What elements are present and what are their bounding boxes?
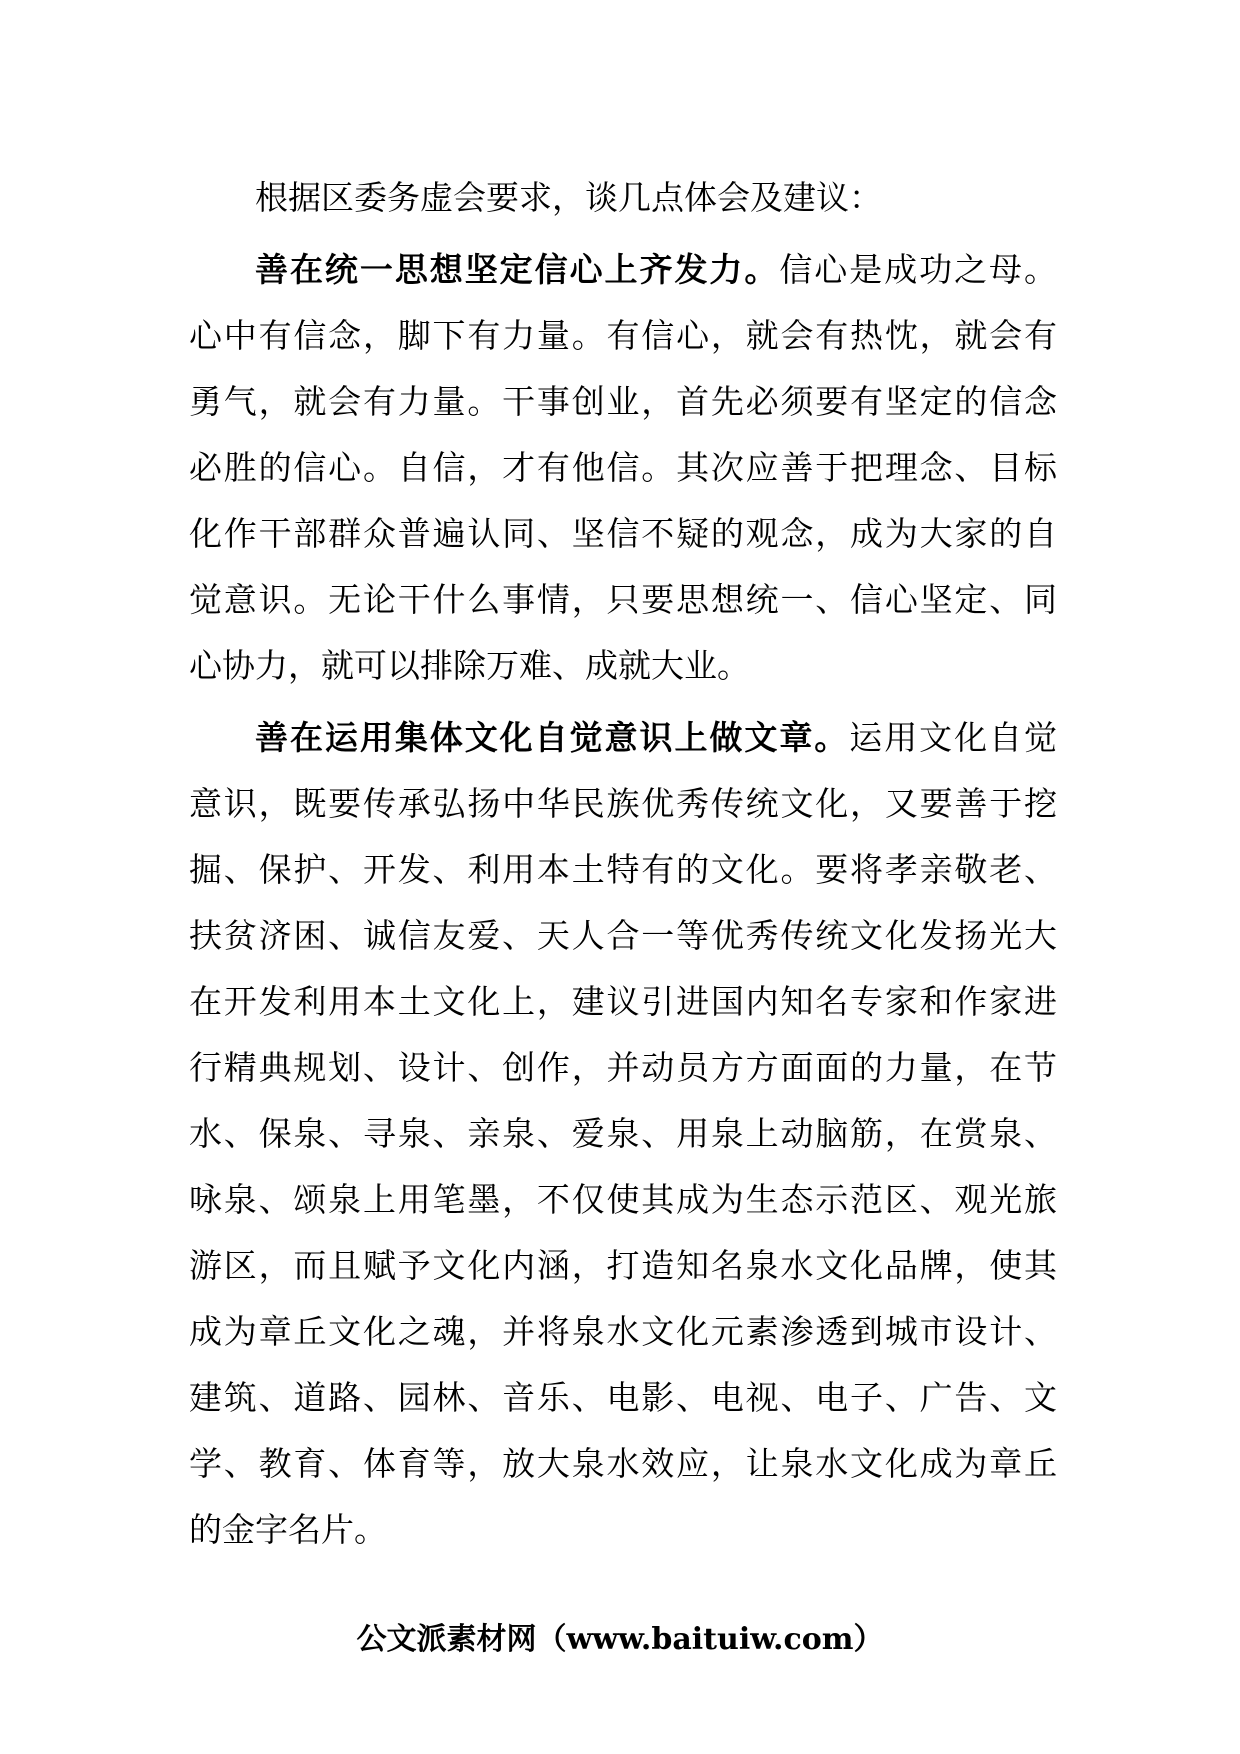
paragraph-2-line: 建筑、道路、园林、音乐、电影、电视、电子、广告、文 [189, 1378, 1057, 1417]
paragraph-2-line: 学、教育、体育等，放大泉水效应，让泉水文化成为章丘 [189, 1444, 1057, 1483]
paragraph-2-line: 在开发利用本土文化上，建议引进国内知名专家和作家进 [189, 982, 1057, 1021]
paragraph-1-first-text: 信心是成功之母。 [779, 250, 1058, 289]
paragraph-2-first-text: 运用文化自觉 [849, 718, 1058, 757]
paragraph-2-first-line [189, 705, 1057, 771]
paragraph-2 [189, 705, 1057, 1563]
paragraph-2-line: 水、保泉、寻泉、亲泉、爱泉、用泉上动脑筋，在赏泉、 [189, 1114, 1057, 1153]
paragraph-1-line: 必胜的信心。自信，才有他信。其次应善于把理念、目标 [189, 448, 1057, 487]
paragraph-1-first-line [189, 237, 1057, 303]
paragraph-2-line: 的金字名片。 [189, 1510, 387, 1549]
paragraph-1-line: 化作干部群众普遍认同、坚信不疑的观念，成为大家的自 [189, 514, 1057, 553]
paragraph-1 [189, 237, 1057, 699]
footer-watermark: 公文派素材网（www.baituiw.com） [356, 1622, 884, 1657]
paragraph-1-heading: 善在统一思想坚定信心上齐发力。 [255, 250, 780, 289]
paragraph-2-line: 咏泉、颂泉上用笔墨，不仅使其成为生态示范区、观光旅 [189, 1180, 1057, 1219]
paragraph-2-line: 扶贫济困、诚信友爱、天人合一等优秀传统文化发扬光大 [189, 916, 1057, 955]
intro-line: 根据区委务虚会要求，谈几点体会及建议： [255, 178, 882, 217]
paragraph-2-line: 游区，而且赋予文化内涵，打造知名泉水文化品牌，使其 [189, 1246, 1057, 1285]
paragraph-2-heading: 善在运用集体文化自觉意识上做文章。 [255, 718, 850, 757]
document-body [189, 165, 1057, 1569]
paragraph-1-line: 心中有信念，脚下有力量。有信心，就会有热忱，就会有 [189, 316, 1057, 355]
paragraph-2-line: 成为章丘文化之魂，并将泉水文化元素渗透到城市设计、 [189, 1312, 1057, 1351]
paragraph-1-line: 心协力，就可以排除万难、成就大业。 [189, 646, 750, 685]
paragraph-1-line: 勇气，就会有力量。干事创业，首先必须要有坚定的信念 [189, 382, 1057, 421]
paragraph-2-line: 意识，既要传承弘扬中华民族优秀传统文化，又要善于挖 [189, 784, 1057, 823]
paragraph-2-line: 行精典规划、设计、创作，并动员方方面面的力量，在节 [189, 1048, 1057, 1087]
paragraph-2-line: 掘、保护、开发、利用本土特有的文化。要将孝亲敬老、 [189, 850, 1057, 889]
paragraph-1-line: 觉意识。无论干什么事情，只要思想统一、信心坚定、同 [189, 580, 1057, 619]
